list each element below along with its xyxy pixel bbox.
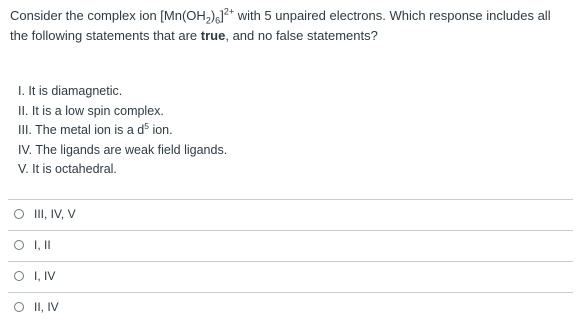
statement-item: IV. The ligands are weak field ligands. [18,142,228,157]
statement-item: I. It is diamagnetic. [18,84,123,98]
question-text: Consider the complex ion $[Mn(OH_2)_6]^{2+}$ with 5 unpaired electrons. Which response includes all the following statements that are true, and no false statements? [10,6,551,43]
statement-item: II. It is a low spin complex. [18,103,164,118]
answer-list [8,199,573,323]
answer-option[interactable] [8,230,573,261]
answer-option[interactable] [8,261,573,292]
statement-list [18,82,227,180]
radio-button[interactable] [14,209,24,219]
radio-button[interactable] [14,302,24,312]
answer-label: I, II [34,238,51,252]
radio-button[interactable] [14,240,24,250]
answer-option[interactable] [8,292,573,323]
statement-item: III. The metal ion is a $d^5$ ion. [18,120,173,137]
answer-label: III, IV, V [34,207,76,221]
answer-label: I, IV [34,269,56,283]
answer-option[interactable] [8,199,573,230]
statement-item: V. It is octahedral. [18,162,117,176]
answer-label: II, IV [34,300,59,314]
radio-button[interactable] [14,271,24,281]
